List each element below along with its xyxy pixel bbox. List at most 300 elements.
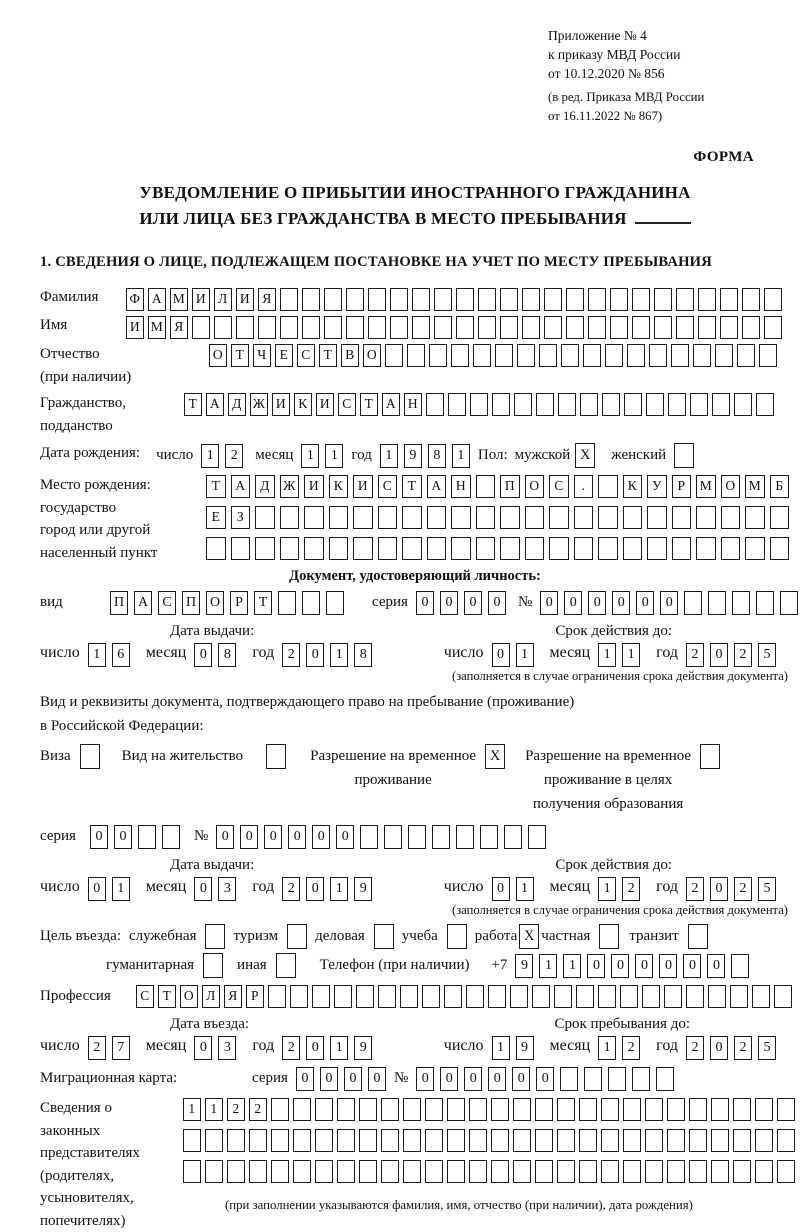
char-cell[interactable]: Т xyxy=(231,344,249,367)
char-cell[interactable]: 0 xyxy=(306,877,324,901)
char-cell[interactable] xyxy=(408,825,426,849)
char-cell[interactable] xyxy=(447,1160,465,1183)
char-cell[interactable] xyxy=(315,1129,333,1152)
char-cell[interactable] xyxy=(690,393,708,416)
char-cell[interactable]: В xyxy=(341,344,359,367)
char-cell[interactable]: М xyxy=(696,475,716,498)
char-cell[interactable] xyxy=(427,537,447,560)
char-cell[interactable]: 0 xyxy=(564,591,582,615)
char-cell[interactable]: С xyxy=(297,344,315,367)
char-cell[interactable]: 0 xyxy=(336,825,354,849)
char-cell[interactable]: М xyxy=(745,475,765,498)
char-cell[interactable] xyxy=(183,1129,201,1152)
char-cell[interactable] xyxy=(353,506,373,529)
char-cell[interactable] xyxy=(686,985,704,1008)
char-cell[interactable] xyxy=(368,316,386,339)
char-cell[interactable]: . xyxy=(574,475,594,498)
char-cell[interactable]: О xyxy=(363,344,381,367)
char-cell[interactable] xyxy=(764,288,782,311)
char-cell[interactable] xyxy=(473,344,491,367)
char-cell[interactable]: 0 xyxy=(611,954,629,978)
char-cell[interactable] xyxy=(337,1129,355,1152)
char-cell[interactable]: 0 xyxy=(612,591,630,615)
purpose-work-checkbox[interactable]: X xyxy=(519,924,539,949)
char-cell[interactable]: 0 xyxy=(710,877,728,901)
char-cell[interactable]: 0 xyxy=(636,591,654,615)
char-cell[interactable]: Ж xyxy=(280,475,300,498)
char-cell[interactable] xyxy=(425,1160,443,1183)
char-cell[interactable] xyxy=(574,506,594,529)
female-checkbox[interactable] xyxy=(674,443,694,468)
char-cell[interactable] xyxy=(664,985,682,1008)
char-cell[interactable] xyxy=(689,1129,707,1152)
char-cell[interactable]: 0 xyxy=(488,591,506,615)
char-cell[interactable] xyxy=(407,344,425,367)
char-cell[interactable]: 2 xyxy=(282,877,300,901)
char-cell[interactable]: 1 xyxy=(301,444,319,468)
char-cell[interactable] xyxy=(334,985,352,1008)
visa-checkbox[interactable] xyxy=(80,744,100,769)
char-cell[interactable] xyxy=(478,316,496,339)
char-cell[interactable] xyxy=(293,1098,311,1121)
char-cell[interactable] xyxy=(574,537,594,560)
char-cell[interactable] xyxy=(434,316,452,339)
char-cell[interactable]: 0 xyxy=(88,877,106,901)
char-cell[interactable] xyxy=(476,537,496,560)
char-cell[interactable]: Б xyxy=(770,475,790,498)
char-cell[interactable] xyxy=(412,316,430,339)
char-cell[interactable] xyxy=(535,1098,553,1121)
char-cell[interactable] xyxy=(684,591,702,615)
char-cell[interactable] xyxy=(774,985,792,1008)
char-cell[interactable] xyxy=(558,393,576,416)
char-cell[interactable] xyxy=(561,344,579,367)
char-cell[interactable] xyxy=(522,288,540,311)
char-cell[interactable]: 2 xyxy=(249,1098,267,1121)
char-cell[interactable]: 2 xyxy=(686,643,704,667)
char-cell[interactable] xyxy=(693,344,711,367)
char-cell[interactable]: 9 xyxy=(516,1036,534,1060)
char-cell[interactable] xyxy=(346,288,364,311)
char-cell[interactable]: 7 xyxy=(112,1036,130,1060)
char-cell[interactable] xyxy=(708,591,726,615)
char-cell[interactable]: 6 xyxy=(112,643,130,667)
char-cell[interactable]: 2 xyxy=(225,444,243,468)
char-cell[interactable] xyxy=(696,506,716,529)
char-cell[interactable]: А xyxy=(148,288,166,311)
char-cell[interactable] xyxy=(227,1160,245,1183)
char-cell[interactable] xyxy=(249,1160,267,1183)
char-cell[interactable] xyxy=(353,537,373,560)
char-cell[interactable] xyxy=(649,344,667,367)
char-cell[interactable]: П xyxy=(182,591,200,615)
char-cell[interactable]: 0 xyxy=(344,1067,362,1091)
char-cell[interactable]: О xyxy=(180,985,198,1008)
char-cell[interactable]: 0 xyxy=(194,1036,212,1060)
char-cell[interactable] xyxy=(491,1098,509,1121)
char-cell[interactable] xyxy=(667,1160,685,1183)
char-cell[interactable] xyxy=(304,506,324,529)
char-cell[interactable] xyxy=(598,537,618,560)
char-cell[interactable] xyxy=(535,1129,553,1152)
char-cell[interactable] xyxy=(290,985,308,1008)
char-cell[interactable]: О xyxy=(525,475,545,498)
char-cell[interactable]: 0 xyxy=(114,825,132,849)
char-cell[interactable] xyxy=(525,537,545,560)
char-cell[interactable] xyxy=(280,537,300,560)
char-cell[interactable] xyxy=(698,316,716,339)
char-cell[interactable] xyxy=(667,1129,685,1152)
char-cell[interactable]: 8 xyxy=(354,643,372,667)
char-cell[interactable]: 0 xyxy=(306,1036,324,1060)
char-cell[interactable] xyxy=(623,537,643,560)
char-cell[interactable] xyxy=(598,475,618,498)
char-cell[interactable] xyxy=(422,985,440,1008)
char-cell[interactable]: 1 xyxy=(598,643,616,667)
char-cell[interactable]: 2 xyxy=(734,877,752,901)
char-cell[interactable] xyxy=(623,1129,641,1152)
char-cell[interactable] xyxy=(456,316,474,339)
char-cell[interactable] xyxy=(557,1129,575,1152)
char-cell[interactable]: 1 xyxy=(330,643,348,667)
char-cell[interactable] xyxy=(583,344,601,367)
char-cell[interactable]: 0 xyxy=(464,1067,482,1091)
char-cell[interactable] xyxy=(360,825,378,849)
char-cell[interactable]: 1 xyxy=(563,954,581,978)
char-cell[interactable]: 0 xyxy=(588,591,606,615)
char-cell[interactable] xyxy=(742,288,760,311)
char-cell[interactable] xyxy=(672,537,692,560)
char-cell[interactable] xyxy=(469,1160,487,1183)
char-cell[interactable] xyxy=(532,985,550,1008)
purpose-private-checkbox[interactable] xyxy=(599,924,619,949)
char-cell[interactable] xyxy=(557,1098,575,1121)
char-cell[interactable]: 1 xyxy=(539,954,557,978)
char-cell[interactable] xyxy=(745,506,765,529)
char-cell[interactable] xyxy=(271,1160,289,1183)
char-cell[interactable] xyxy=(510,985,528,1008)
char-cell[interactable] xyxy=(403,1160,421,1183)
char-cell[interactable]: 1 xyxy=(516,643,534,667)
char-cell[interactable] xyxy=(646,393,664,416)
char-cell[interactable]: О xyxy=(206,591,224,615)
char-cell[interactable] xyxy=(770,537,790,560)
char-cell[interactable]: 0 xyxy=(416,1067,434,1091)
char-cell[interactable] xyxy=(733,1129,751,1152)
char-cell[interactable] xyxy=(645,1129,663,1152)
char-cell[interactable] xyxy=(610,316,628,339)
char-cell[interactable] xyxy=(329,537,349,560)
char-cell[interactable]: 1 xyxy=(452,444,470,468)
char-cell[interactable] xyxy=(162,825,180,849)
char-cell[interactable] xyxy=(456,288,474,311)
char-cell[interactable] xyxy=(777,1129,795,1152)
char-cell[interactable]: К xyxy=(294,393,312,416)
char-cell[interactable] xyxy=(302,591,320,615)
char-cell[interactable] xyxy=(525,506,545,529)
char-cell[interactable] xyxy=(447,1129,465,1152)
char-cell[interactable] xyxy=(623,1160,641,1183)
char-cell[interactable] xyxy=(579,1160,597,1183)
char-cell[interactable]: К xyxy=(623,475,643,498)
char-cell[interactable] xyxy=(671,344,689,367)
char-cell[interactable] xyxy=(755,1129,773,1152)
char-cell[interactable] xyxy=(730,985,748,1008)
char-cell[interactable] xyxy=(249,1129,267,1152)
char-cell[interactable] xyxy=(381,1160,399,1183)
char-cell[interactable] xyxy=(566,288,584,311)
char-cell[interactable]: 0 xyxy=(492,877,510,901)
char-cell[interactable] xyxy=(500,316,518,339)
char-cell[interactable] xyxy=(549,537,569,560)
char-cell[interactable] xyxy=(429,344,447,367)
char-cell[interactable]: 1 xyxy=(516,877,534,901)
char-cell[interactable] xyxy=(733,1098,751,1121)
char-cell[interactable]: 1 xyxy=(598,1036,616,1060)
char-cell[interactable] xyxy=(356,985,374,1008)
char-cell[interactable] xyxy=(402,506,422,529)
char-cell[interactable]: 2 xyxy=(686,1036,704,1060)
char-cell[interactable]: С xyxy=(136,985,154,1008)
char-cell[interactable] xyxy=(689,1160,707,1183)
char-cell[interactable] xyxy=(205,1160,223,1183)
char-cell[interactable]: 1 xyxy=(88,643,106,667)
char-cell[interactable]: А xyxy=(427,475,447,498)
char-cell[interactable] xyxy=(764,316,782,339)
char-cell[interactable] xyxy=(610,288,628,311)
char-cell[interactable] xyxy=(514,393,532,416)
char-cell[interactable] xyxy=(315,1160,333,1183)
char-cell[interactable] xyxy=(304,537,324,560)
char-cell[interactable] xyxy=(390,288,408,311)
char-cell[interactable] xyxy=(368,288,386,311)
char-cell[interactable] xyxy=(668,393,686,416)
char-cell[interactable]: 0 xyxy=(587,954,605,978)
char-cell[interactable]: Н xyxy=(404,393,422,416)
male-checkbox[interactable]: X xyxy=(575,443,595,468)
edu-residence-checkbox[interactable] xyxy=(700,744,720,769)
char-cell[interactable] xyxy=(721,506,741,529)
char-cell[interactable] xyxy=(627,344,645,367)
char-cell[interactable]: 1 xyxy=(183,1098,201,1121)
char-cell[interactable] xyxy=(536,393,554,416)
char-cell[interactable] xyxy=(513,1129,531,1152)
char-cell[interactable]: 1 xyxy=(205,1098,223,1121)
char-cell[interactable] xyxy=(434,288,452,311)
char-cell[interactable]: 0 xyxy=(635,954,653,978)
char-cell[interactable] xyxy=(667,1098,685,1121)
char-cell[interactable] xyxy=(324,288,342,311)
purpose-tourism-checkbox[interactable] xyxy=(287,924,307,949)
char-cell[interactable] xyxy=(745,537,765,560)
char-cell[interactable] xyxy=(755,1098,773,1121)
char-cell[interactable] xyxy=(584,1067,602,1091)
char-cell[interactable] xyxy=(557,1160,575,1183)
char-cell[interactable] xyxy=(337,1160,355,1183)
char-cell[interactable] xyxy=(645,1098,663,1121)
char-cell[interactable] xyxy=(642,985,660,1008)
char-cell[interactable]: С xyxy=(158,591,176,615)
char-cell[interactable] xyxy=(412,288,430,311)
char-cell[interactable] xyxy=(605,344,623,367)
char-cell[interactable]: 0 xyxy=(312,825,330,849)
char-cell[interactable] xyxy=(302,288,320,311)
char-cell[interactable]: 9 xyxy=(515,954,533,978)
char-cell[interactable] xyxy=(522,316,540,339)
char-cell[interactable] xyxy=(403,1098,421,1121)
char-cell[interactable] xyxy=(632,288,650,311)
char-cell[interactable] xyxy=(620,985,638,1008)
char-cell[interactable]: 3 xyxy=(218,1036,236,1060)
char-cell[interactable] xyxy=(480,825,498,849)
char-cell[interactable]: 1 xyxy=(330,877,348,901)
char-cell[interactable] xyxy=(539,344,557,367)
char-cell[interactable] xyxy=(676,288,694,311)
char-cell[interactable] xyxy=(271,1098,289,1121)
char-cell[interactable]: 9 xyxy=(354,1036,372,1060)
char-cell[interactable] xyxy=(280,506,300,529)
char-cell[interactable] xyxy=(780,591,798,615)
char-cell[interactable]: Е xyxy=(206,506,226,529)
char-cell[interactable]: Т xyxy=(254,591,272,615)
char-cell[interactable]: 0 xyxy=(464,591,482,615)
char-cell[interactable] xyxy=(580,393,598,416)
char-cell[interactable]: А xyxy=(231,475,251,498)
char-cell[interactable] xyxy=(689,1098,707,1121)
char-cell[interactable] xyxy=(645,1160,663,1183)
purpose-humanitarian-checkbox[interactable] xyxy=(203,953,223,978)
char-cell[interactable] xyxy=(337,1098,355,1121)
char-cell[interactable] xyxy=(579,1129,597,1152)
char-cell[interactable] xyxy=(513,1160,531,1183)
char-cell[interactable]: А xyxy=(206,393,224,416)
char-cell[interactable] xyxy=(647,506,667,529)
char-cell[interactable] xyxy=(402,537,422,560)
char-cell[interactable] xyxy=(733,1160,751,1183)
char-cell[interactable] xyxy=(390,316,408,339)
char-cell[interactable] xyxy=(676,316,694,339)
char-cell[interactable] xyxy=(214,316,232,339)
char-cell[interactable] xyxy=(378,506,398,529)
char-cell[interactable]: 0 xyxy=(416,591,434,615)
char-cell[interactable]: Л xyxy=(202,985,220,1008)
char-cell[interactable]: 0 xyxy=(216,825,234,849)
char-cell[interactable]: 2 xyxy=(88,1036,106,1060)
char-cell[interactable] xyxy=(756,591,774,615)
char-cell[interactable]: 2 xyxy=(622,1036,640,1060)
char-cell[interactable] xyxy=(623,1098,641,1121)
char-cell[interactable]: 1 xyxy=(380,444,398,468)
char-cell[interactable] xyxy=(432,825,450,849)
char-cell[interactable] xyxy=(469,1129,487,1152)
char-cell[interactable]: 2 xyxy=(686,877,704,901)
char-cell[interactable] xyxy=(476,475,496,498)
char-cell[interactable] xyxy=(466,985,484,1008)
char-cell[interactable] xyxy=(456,825,474,849)
char-cell[interactable]: 0 xyxy=(488,1067,506,1091)
char-cell[interactable] xyxy=(721,537,741,560)
char-cell[interactable]: Т xyxy=(319,344,337,367)
char-cell[interactable]: Т xyxy=(158,985,176,1008)
char-cell[interactable] xyxy=(698,288,716,311)
char-cell[interactable] xyxy=(598,985,616,1008)
char-cell[interactable] xyxy=(378,985,396,1008)
char-cell[interactable]: Н xyxy=(451,475,471,498)
char-cell[interactable]: 0 xyxy=(240,825,258,849)
char-cell[interactable] xyxy=(258,316,276,339)
char-cell[interactable]: Ф xyxy=(126,288,144,311)
char-cell[interactable] xyxy=(777,1098,795,1121)
char-cell[interactable] xyxy=(720,316,738,339)
char-cell[interactable]: И xyxy=(126,316,144,339)
char-cell[interactable] xyxy=(138,825,156,849)
char-cell[interactable]: 0 xyxy=(194,877,212,901)
char-cell[interactable]: С xyxy=(378,475,398,498)
char-cell[interactable]: 0 xyxy=(440,591,458,615)
char-cell[interactable]: 1 xyxy=(112,877,130,901)
char-cell[interactable]: 0 xyxy=(288,825,306,849)
char-cell[interactable] xyxy=(359,1129,377,1152)
char-cell[interactable] xyxy=(731,954,749,978)
char-cell[interactable] xyxy=(544,316,562,339)
char-cell[interactable] xyxy=(427,506,447,529)
char-cell[interactable] xyxy=(205,1129,223,1152)
char-cell[interactable] xyxy=(535,1160,553,1183)
char-cell[interactable] xyxy=(549,506,569,529)
char-cell[interactable] xyxy=(500,506,520,529)
char-cell[interactable]: И xyxy=(236,288,254,311)
char-cell[interactable] xyxy=(255,537,275,560)
char-cell[interactable]: 0 xyxy=(710,643,728,667)
char-cell[interactable] xyxy=(359,1098,377,1121)
char-cell[interactable] xyxy=(400,985,418,1008)
char-cell[interactable]: У xyxy=(647,475,667,498)
char-cell[interactable] xyxy=(579,1098,597,1121)
char-cell[interactable] xyxy=(236,316,254,339)
char-cell[interactable]: Л xyxy=(214,288,232,311)
char-cell[interactable] xyxy=(425,1129,443,1152)
char-cell[interactable] xyxy=(708,985,726,1008)
char-cell[interactable] xyxy=(378,537,398,560)
char-cell[interactable]: И xyxy=(316,393,334,416)
char-cell[interactable] xyxy=(544,288,562,311)
char-cell[interactable]: 1 xyxy=(330,1036,348,1060)
char-cell[interactable] xyxy=(711,1129,729,1152)
char-cell[interactable] xyxy=(381,1129,399,1152)
char-cell[interactable] xyxy=(656,1067,674,1091)
char-cell[interactable]: 0 xyxy=(320,1067,338,1091)
char-cell[interactable] xyxy=(381,1098,399,1121)
char-cell[interactable]: 0 xyxy=(710,1036,728,1060)
char-cell[interactable] xyxy=(315,1098,333,1121)
char-cell[interactable]: 2 xyxy=(734,1036,752,1060)
char-cell[interactable] xyxy=(444,985,462,1008)
char-cell[interactable] xyxy=(469,1098,487,1121)
char-cell[interactable] xyxy=(601,1098,619,1121)
char-cell[interactable] xyxy=(588,316,606,339)
char-cell[interactable]: 2 xyxy=(282,1036,300,1060)
char-cell[interactable] xyxy=(403,1129,421,1152)
char-cell[interactable]: Я xyxy=(258,288,276,311)
char-cell[interactable] xyxy=(623,506,643,529)
char-cell[interactable]: 2 xyxy=(282,643,300,667)
char-cell[interactable] xyxy=(566,316,584,339)
char-cell[interactable] xyxy=(302,316,320,339)
char-cell[interactable] xyxy=(280,288,298,311)
char-cell[interactable]: З xyxy=(231,506,251,529)
char-cell[interactable] xyxy=(346,316,364,339)
char-cell[interactable]: 0 xyxy=(492,643,510,667)
